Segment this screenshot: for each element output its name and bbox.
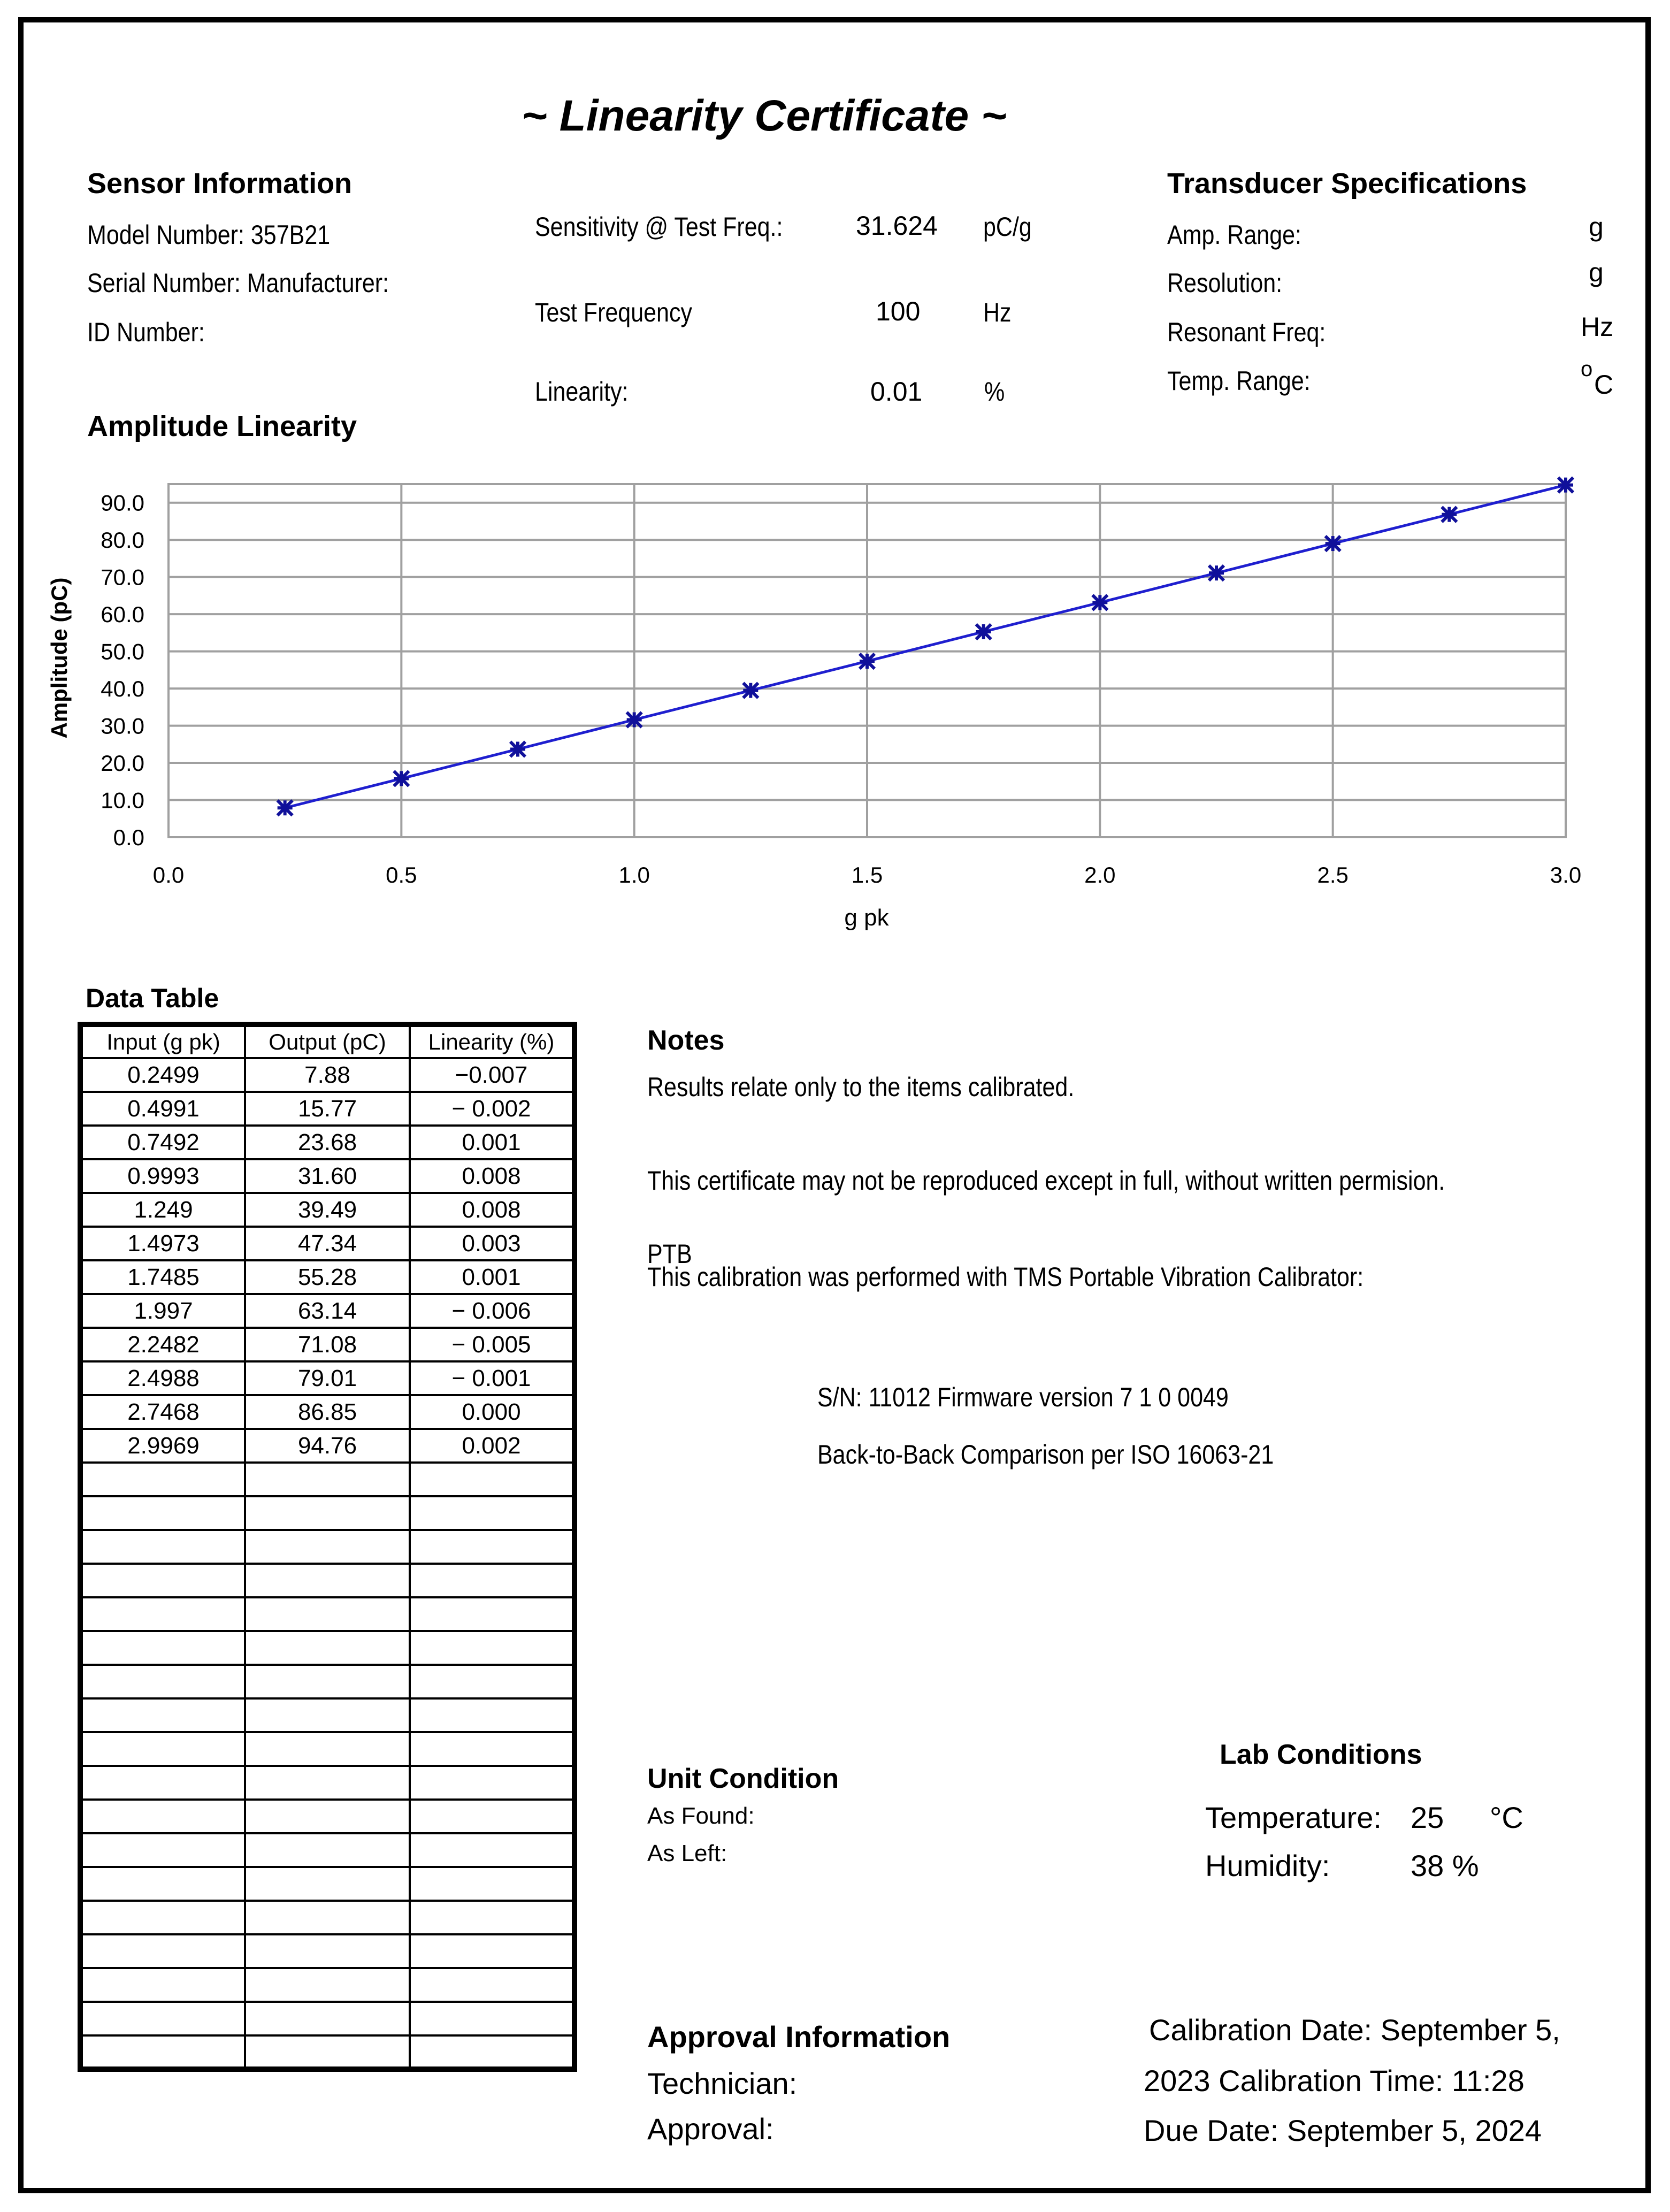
empty-cell: [80, 2035, 245, 2069]
empty-cell: [245, 1665, 410, 1698]
empty-cell: [80, 1934, 245, 1968]
empty-table-row: [80, 1800, 574, 1833]
empty-cell: [245, 1597, 410, 1631]
empty-cell: [245, 1631, 410, 1665]
data-table-heading: Data Table: [86, 983, 219, 1013]
input-cell: 2.2482: [80, 1328, 245, 1361]
empty-cell: [410, 1631, 574, 1665]
linearity-cell: − 0.002: [410, 1092, 574, 1126]
x-tick-label: 1.5: [851, 862, 883, 887]
x-tick-label: 1.0: [618, 862, 650, 887]
x-tick-label: 0.0: [152, 862, 185, 887]
empty-table-row: [80, 1901, 574, 1934]
empty-cell: [410, 2035, 574, 2069]
empty-table-row: [80, 1463, 574, 1496]
table-row: [80, 1429, 574, 1463]
humidity-label: Humidity:: [1205, 1849, 1330, 1882]
empty-table-row: [80, 1631, 574, 1665]
header-linearity: Linearity (%): [410, 1024, 574, 1058]
empty-cell: [410, 1698, 574, 1732]
temperature-unit: °C: [1490, 1801, 1523, 1834]
lab-conditions-heading: Lab Conditions: [1220, 1739, 1422, 1770]
output-cell: 94.76: [245, 1429, 410, 1463]
y-tick-label: 90.0: [101, 490, 144, 516]
data-point: [394, 771, 409, 786]
technician-label: Technician:: [647, 2066, 798, 2100]
empty-cell: [410, 1496, 574, 1530]
temp-range-unit-c: C: [1594, 370, 1614, 400]
empty-cell: [80, 1867, 245, 1901]
note-iso: Back-to-Back Comparison per ISO 16063-21: [817, 1440, 1274, 1469]
input-cell: 0.7492: [80, 1126, 245, 1159]
test-frequency-value: 100: [876, 296, 921, 326]
linearity-label: Linearity:: [535, 377, 629, 407]
test-frequency-unit: Hz: [983, 297, 1012, 327]
sensitivity-value: 31.624: [856, 211, 938, 241]
calibration-date: Calibration Date: September 5,: [1149, 2013, 1560, 2047]
notes-heading: Notes: [647, 1025, 725, 1056]
empty-cell: [410, 1530, 574, 1564]
empty-cell: [410, 1564, 574, 1597]
empty-cell: [245, 1496, 410, 1530]
empty-cell: [245, 1564, 410, 1597]
output-cell: 71.08: [245, 1328, 410, 1361]
note-line-1: Results relate only to the items calibrated.: [647, 1072, 1075, 1102]
input-cell: 1.997: [80, 1294, 245, 1328]
y-tick-label: 60.0: [101, 602, 144, 627]
empty-table-row: [80, 1766, 574, 1800]
input-cell: 2.7468: [80, 1395, 245, 1429]
empty-cell: [410, 1833, 574, 1867]
data-point: [1092, 595, 1107, 610]
sensor-info-heading: Sensor Information: [87, 167, 353, 200]
empty-cell: [80, 2002, 245, 2035]
empty-cell: [410, 1732, 574, 1766]
resonant-freq-unit: Hz: [1581, 312, 1614, 342]
data-point: [1558, 478, 1573, 493]
amp-range-unit: g: [1589, 212, 1604, 242]
table-row: [80, 1395, 574, 1429]
y-axis-label: Amplitude (pC): [47, 577, 72, 739]
table-header-row: [80, 1024, 574, 1058]
empty-cell: [410, 1934, 574, 1968]
data-point: [860, 654, 875, 669]
linearity-value: 0.01: [870, 377, 923, 407]
empty-cell: [410, 1463, 574, 1496]
unit-condition-heading: Unit Condition: [647, 1763, 839, 1794]
empty-cell: [80, 1698, 245, 1732]
linearity-cell: 0.001: [410, 1126, 574, 1159]
y-tick-label: 20.0: [101, 751, 144, 776]
empty-table-row: [80, 1934, 574, 1968]
empty-cell: [410, 1766, 574, 1800]
x-tick-label: 2.0: [1084, 862, 1116, 887]
empty-cell: [410, 1800, 574, 1833]
empty-cell: [80, 1564, 245, 1597]
linearity-cell: 0.008: [410, 1159, 574, 1193]
empty-table-row: [80, 1732, 574, 1766]
table-row: [80, 1058, 574, 1092]
table-row: [80, 1227, 574, 1260]
due-date: Due Date: September 5, 2024: [1144, 2114, 1542, 2147]
resonant-freq-label: Resonant Freq:: [1167, 317, 1326, 347]
table-row: [80, 1328, 574, 1361]
empty-table-row: [80, 1597, 574, 1631]
linearity-cell: 0.000: [410, 1395, 574, 1429]
approval-heading: Approval Information: [647, 2020, 951, 2054]
x-axis-label: g pk: [844, 905, 889, 931]
data-point: [510, 741, 525, 756]
empty-cell: [80, 1833, 245, 1867]
note-line-3: This calibration was performed with TMS Portable Vibration Calibrator:: [647, 1262, 1364, 1292]
table-row: [80, 1092, 574, 1126]
x-tick-label: 2.5: [1317, 862, 1349, 887]
linearity-cell: − 0.005: [410, 1328, 574, 1361]
empty-cell: [80, 1496, 245, 1530]
empty-cell: [245, 1698, 410, 1732]
as-left: As Left:: [647, 1840, 727, 1866]
empty-cell: [245, 2035, 410, 2069]
output-cell: 86.85: [245, 1395, 410, 1429]
table-row: [80, 1159, 574, 1193]
y-tick-label: 0.0: [113, 825, 144, 850]
empty-cell: [245, 1968, 410, 2002]
data-point: [1326, 536, 1340, 551]
data-point: [627, 712, 642, 727]
as-found: As Found:: [647, 1803, 755, 1829]
amplitude-linearity-chart: [0, 0, 1670, 963]
empty-cell: [80, 1597, 245, 1631]
empty-table-row: [80, 1496, 574, 1530]
linearity-cell: 0.002: [410, 1429, 574, 1463]
empty-cell: [80, 1732, 245, 1766]
temp-range-unit-degree: o: [1581, 357, 1593, 381]
empty-cell: [80, 1463, 245, 1496]
note-ptb: PTB: [647, 1239, 692, 1269]
empty-cell: [245, 1766, 410, 1800]
data-point: [976, 624, 991, 639]
empty-cell: [410, 1867, 574, 1901]
series-line: [285, 485, 1566, 808]
output-cell: 55.28: [245, 1260, 410, 1294]
empty-cell: [80, 1530, 245, 1564]
y-tick-label: 50.0: [101, 639, 144, 664]
calibration-time: 2023 Calibration Time: 11:28: [1144, 2064, 1525, 2098]
empty-cell: [80, 1665, 245, 1698]
empty-cell: [80, 1968, 245, 2002]
model-number: Model Number: 357B21: [87, 220, 331, 250]
input-cell: 0.2499: [80, 1058, 245, 1092]
temp-range-label: Temp. Range:: [1167, 366, 1311, 396]
empty-table-row: [80, 1665, 574, 1698]
test-frequency-label: Test Frequency: [535, 297, 692, 327]
data-point: [1442, 507, 1457, 522]
linearity-cell: 0.008: [410, 1193, 574, 1227]
empty-cell: [245, 1901, 410, 1934]
data-table: [78, 1022, 577, 2072]
resolution-label: Resolution:: [1167, 268, 1283, 298]
input-cell: 1.4973: [80, 1227, 245, 1260]
y-tick-label: 30.0: [101, 713, 144, 739]
data-point: [278, 800, 293, 815]
output-cell: 23.68: [245, 1126, 410, 1159]
x-tick-label: 3.0: [1550, 862, 1582, 887]
input-cell: 1.7485: [80, 1260, 245, 1294]
linearity-unit: %: [984, 377, 1005, 407]
output-cell: 31.60: [245, 1159, 410, 1193]
sensitivity-unit: pC/g: [983, 212, 1032, 242]
empty-table-row: [80, 1968, 574, 2002]
output-cell: 15.77: [245, 1092, 410, 1126]
empty-cell: [245, 1800, 410, 1833]
output-cell: 7.88: [245, 1058, 410, 1092]
empty-table-row: [80, 1564, 574, 1597]
temperature-value: 25: [1411, 1801, 1444, 1834]
resolution-unit: g: [1589, 257, 1604, 287]
x-tick-label: 0.5: [386, 862, 417, 887]
approval-label: Approval:: [647, 2112, 774, 2146]
input-cell: 2.4988: [80, 1361, 245, 1395]
output-cell: 63.14: [245, 1294, 410, 1328]
linearity-cell: − 0.006: [410, 1294, 574, 1328]
empty-cell: [245, 1732, 410, 1766]
output-cell: 47.34: [245, 1227, 410, 1260]
header-input: Input (g pk): [80, 1024, 245, 1058]
table-row: [80, 1361, 574, 1395]
linearity-cell: 0.003: [410, 1227, 574, 1260]
empty-cell: [80, 1766, 245, 1800]
empty-cell: [410, 1665, 574, 1698]
empty-cell: [245, 1934, 410, 1968]
transducer-spec-heading: Transducer Specifications: [1167, 167, 1527, 200]
input-cell: 2.9969: [80, 1429, 245, 1463]
serial-number: Serial Number: Manufacturer:: [87, 268, 389, 298]
empty-cell: [245, 1833, 410, 1867]
empty-cell: [410, 1901, 574, 1934]
empty-table-row: [80, 2035, 574, 2069]
empty-table-row: [80, 2002, 574, 2035]
output-cell: 39.49: [245, 1193, 410, 1227]
sensitivity-label: Sensitivity @ Test Freq.:: [535, 212, 783, 242]
empty-cell: [80, 1901, 245, 1934]
note-serial-firmware: S/N: 11012 Firmware version 7 1 0 0049: [817, 1382, 1229, 1412]
y-tick-label: 80.0: [101, 527, 144, 553]
linearity-cell: 0.001: [410, 1260, 574, 1294]
empty-cell: [410, 1968, 574, 2002]
empty-table-row: [80, 1530, 574, 1564]
empty-cell: [410, 2002, 574, 2035]
input-cell: 0.9993: [80, 1159, 245, 1193]
data-point: [743, 683, 758, 698]
chart-heading: Amplitude Linearity: [87, 410, 357, 442]
table-row: [80, 1294, 574, 1328]
empty-cell: [80, 1631, 245, 1665]
header-output: Output (pC): [245, 1024, 410, 1058]
y-tick-label: 70.0: [101, 564, 144, 590]
empty-table-row: [80, 1833, 574, 1867]
empty-cell: [245, 1463, 410, 1496]
empty-table-row: [80, 1867, 574, 1901]
table-row: [80, 1193, 574, 1227]
empty-cell: [245, 1530, 410, 1564]
output-cell: 79.01: [245, 1361, 410, 1395]
input-cell: 1.249: [80, 1193, 245, 1227]
note-line-2: This certificate may not be reproduced except in full, without written permision.: [647, 1166, 1445, 1196]
amp-range-label: Amp. Range:: [1167, 220, 1301, 250]
empty-cell: [245, 1867, 410, 1901]
y-tick-label: 10.0: [101, 787, 144, 813]
empty-cell: [80, 1800, 245, 1833]
empty-cell: [245, 2002, 410, 2035]
temperature-label: Temperature:: [1205, 1801, 1382, 1834]
table-row: [80, 1260, 574, 1294]
table-row: [80, 1126, 574, 1159]
empty-table-row: [80, 1698, 574, 1732]
linearity-cell: −0.007: [410, 1058, 574, 1092]
linearity-cell: − 0.001: [410, 1361, 574, 1395]
empty-cell: [410, 1597, 574, 1631]
input-cell: 0.4991: [80, 1092, 245, 1126]
data-point: [1209, 565, 1224, 580]
id-number: ID Number:: [87, 317, 205, 347]
certificate-title: ~ Linearity Certificate ~: [522, 91, 1007, 140]
humidity-value: 38 %: [1411, 1849, 1479, 1882]
y-tick-label: 40.0: [101, 676, 144, 702]
